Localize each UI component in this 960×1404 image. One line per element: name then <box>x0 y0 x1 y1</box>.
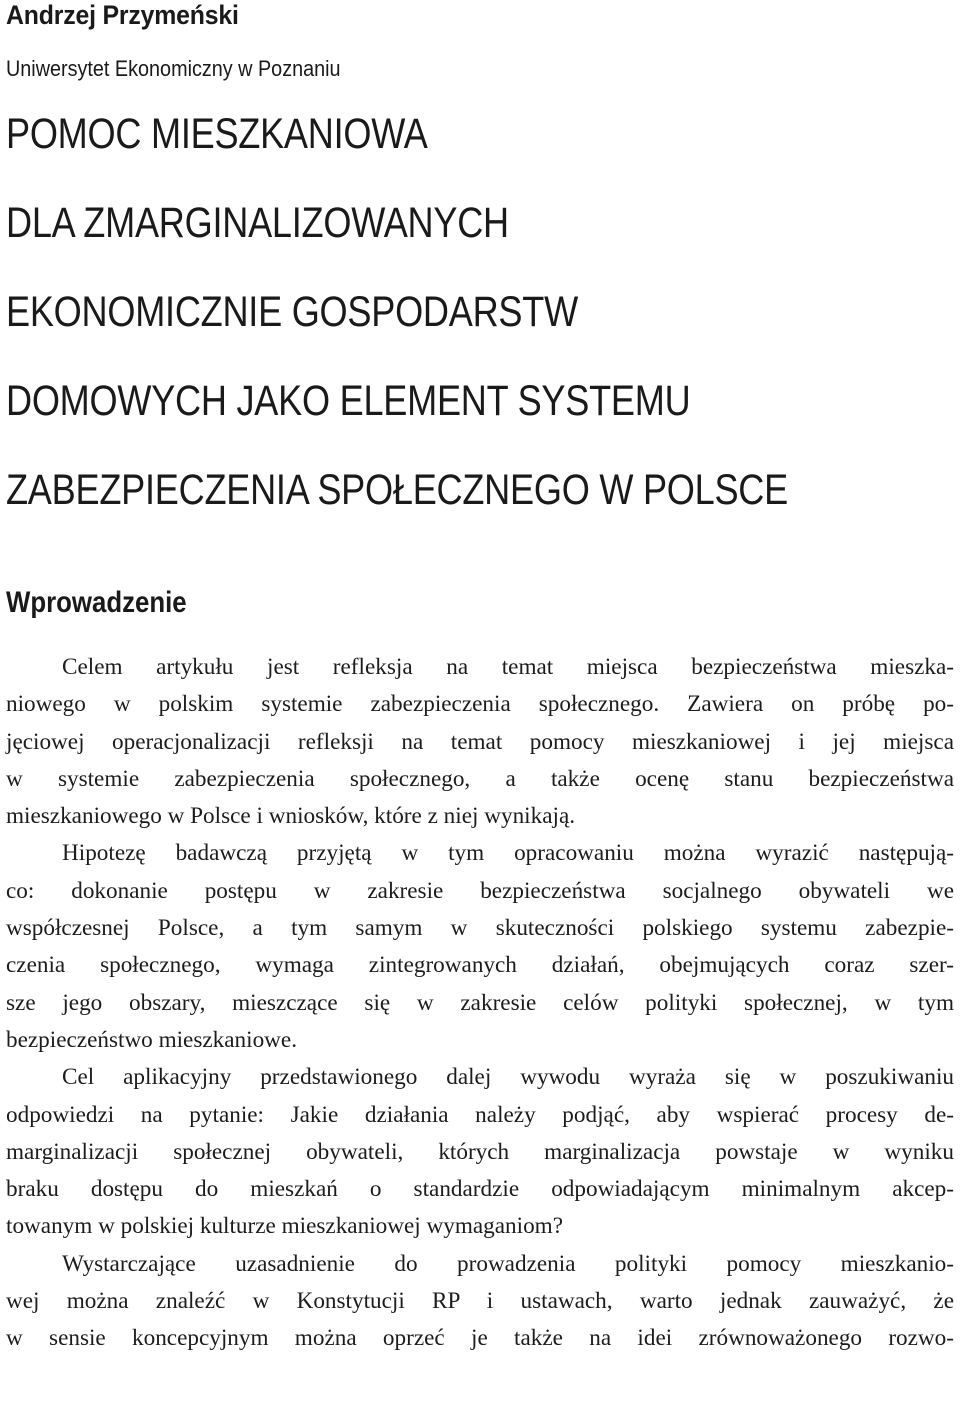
paragraph <box>6 835 954 1059</box>
author-name: Andrzej Przymeński <box>6 0 239 30</box>
paragraph-line: Cel aplikacyjny przedstawionego dalej wywodu wyraża się w poszukiwaniu <box>62 1064 954 1091</box>
paragraph-line: sze jego obszary, mieszczące się w zakresie celów polityki społecznej, w tym <box>6 989 954 1016</box>
paragraph-line: w sensie koncepcyjnym można oprzeć je także na idei zrównoważonego rozwo- <box>6 1325 954 1352</box>
paragraph-line: Wystarczające uzasadnienie do prowadzenia polityki pomocy mieszkanio- <box>62 1250 954 1277</box>
paragraph-line: bezpieczeństwo mieszkaniowe. <box>6 1026 298 1053</box>
paragraph-line: mieszkaniowego w Polsce i wniosków, które z niej wynikają. <box>6 803 576 830</box>
title-line: POMOC MIESZKANIOWA <box>6 110 428 158</box>
paragraph-line: jęciowej operacjonalizacji refleksji na temat pomocy mieszkaniowej i jej miejsca <box>6 728 954 755</box>
paragraph-line: marginalizacji społecznej obywateli, których marginalizacja powstaje w wyniku <box>6 1138 954 1165</box>
paragraph-line: niowego w polskim systemie zabezpieczenia społecznego. Zawiera on próbę po- <box>6 691 954 718</box>
title-line: EKONOMICZNIE GOSPODARSTW <box>6 288 578 336</box>
paragraph <box>6 649 954 835</box>
paragraph-line: towanym w polskiej kulturze mieszkaniowej wymaganiom? <box>6 1213 564 1240</box>
title-line: DOMOWYCH JAKO ELEMENT SYSTEMU <box>6 377 691 425</box>
paragraph-line: w systemie zabezpieczenia społecznego, a także ocenę stanu bezpieczeństwa <box>6 765 954 792</box>
body-text <box>6 649 954 1358</box>
article-title <box>6 112 954 513</box>
paragraph-line: co: dokonanie postępu w zakresie bezpieczeństwa socjalnego obywateli we <box>6 877 954 904</box>
paragraph-line: współczesnej Polsce, a tym samym w skuteczności polskiego systemu zabezpie- <box>6 915 954 942</box>
paragraph-line: czenia społecznego, wymaga zintegrowanych działań, obejmujących coraz szer- <box>6 952 954 979</box>
paragraph <box>6 1059 954 1245</box>
title-line: DLA ZMARGINALIZOWANYCH <box>6 199 509 247</box>
author-affiliation: Uniwersytet Ekonomiczny w Poznaniu <box>6 56 341 81</box>
paragraph <box>6 1246 954 1358</box>
paragraph-line: Hipotezę badawczą przyjętą w tym opracowaniu można wyrazić następują- <box>62 840 954 867</box>
paragraph-line: wej można znaleźć w Konstytucji RP i ustawach, warto jednak zauważyć, że <box>6 1288 954 1315</box>
paragraph-line: odpowiedzi na pytanie: Jakie działania należy podjąć, aby wspierać procesy de- <box>6 1101 954 1128</box>
title-line: ZABEZPIECZENIA SPOŁECZNEGO W POLSCE <box>6 466 788 514</box>
paragraph-line: Celem artykułu jest refleksja na temat miejsca bezpieczeństwa mieszka- <box>62 654 954 680</box>
document-page <box>6 0 954 1358</box>
section-heading: Wprowadzenie <box>6 586 187 619</box>
paragraph-line: braku dostępu do mieszkań o standardzie odpowiadającym minimalnym akcep- <box>6 1176 954 1203</box>
